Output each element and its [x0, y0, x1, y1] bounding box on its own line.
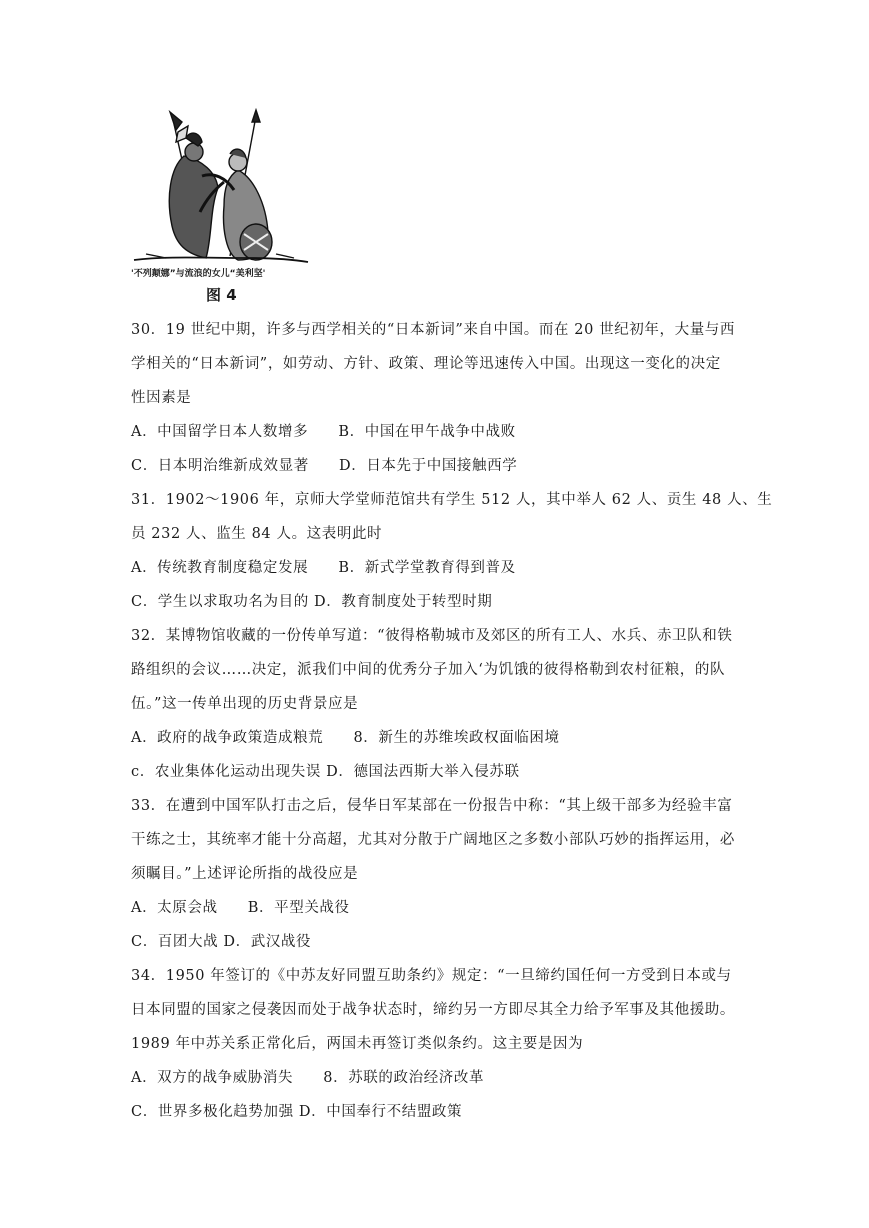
- text-line: 33．在遭到中国军队打击之后，侵华日军某部在一份报告中称：“其上级干部多为经验丰富: [131, 798, 733, 814]
- text-line: 日本同盟的国家之侵袭因而处于战争状态时，缔约另一方即尽其全力给予军事及其他援助。: [131, 1002, 735, 1018]
- text-line: 学相关的“日本新词”，如劳动、方针、政策、理论等迅速传入中国。出现这一变化的决定: [131, 356, 721, 372]
- option-line: C．世界多极化趋势加强 D．中国奉行不结盟政策: [131, 1104, 463, 1120]
- option-line: A．太原会战 B．平型关战役: [131, 900, 350, 916]
- option-line: C．百团大战 D．武汉战役: [131, 934, 312, 950]
- cartoon-figure: [126, 108, 316, 304]
- text-line: 34．1950 年签订的《中苏友好同盟互助条约》规定：“一旦缔约国任何一方受到日本或与: [131, 968, 732, 984]
- text-line: 32．某博物馆收藏的一份传单写道：“彼得格勒城市及郊区的所有工人、水兵、赤卫队和铁: [131, 628, 733, 644]
- figure-label: 图 4: [206, 286, 237, 304]
- text-line: 干练之士，其统率才能十分高超，尤其对分散于广阔地区之多数小部队巧妙的指挥运用，必: [131, 832, 735, 848]
- cartoon-illustration: [126, 108, 316, 266]
- text-line: 性因素是: [131, 390, 192, 406]
- option-line: A．双方的战争威胁消失 8．苏联的政治经济改革: [131, 1070, 485, 1086]
- text-line: 员 232 人、监生 84 人。这表明此时: [131, 526, 383, 542]
- text-line: 伍。”这一传单出现的历史背景应是: [131, 696, 359, 712]
- option-line: A．中国留学日本人数增多 B．中国在甲午战争中战败: [131, 424, 516, 440]
- text-line: 1989 年中苏关系正常化后，两国未再签订类似条约。这主要是因为: [131, 1036, 584, 1052]
- option-line: C．学生以求取功名为目的 D．教育制度处于转型时期: [131, 594, 493, 610]
- option-line: c．农业集体化运动出现失误 D．德国法西斯大举入侵苏联: [131, 764, 520, 780]
- figure-caption: '不列颠娜”与流浪的女儿“美利坚': [131, 269, 266, 279]
- text-line: 30．19 世纪中期，许多与西学相关的“日本新词”来自中国。而在 20 世纪初年，大量与西: [131, 322, 736, 338]
- option-line: A．政府的战争政策造成粮荒 8．新生的苏维埃政权面临困境: [131, 730, 560, 746]
- text-line: 路组织的会议……决定，派我们中间的优秀分子加入‘为饥饿的彼得格勒到农村征粮，的队: [131, 662, 726, 678]
- option-line: A．传统教育制度稳定发展 B．新式学堂教育得到普及: [131, 560, 516, 576]
- text-line: 须瞩目。”上述评论所指的战役应是: [131, 866, 359, 882]
- text-line: 31．1902～1906 年，京师大学堂师范馆共有学生 512 人，其中举人 62 人、贡生 48 人、生: [131, 492, 773, 508]
- option-line: C．日本明治维新成效显著 D．日本先于中国接触西学: [131, 458, 518, 474]
